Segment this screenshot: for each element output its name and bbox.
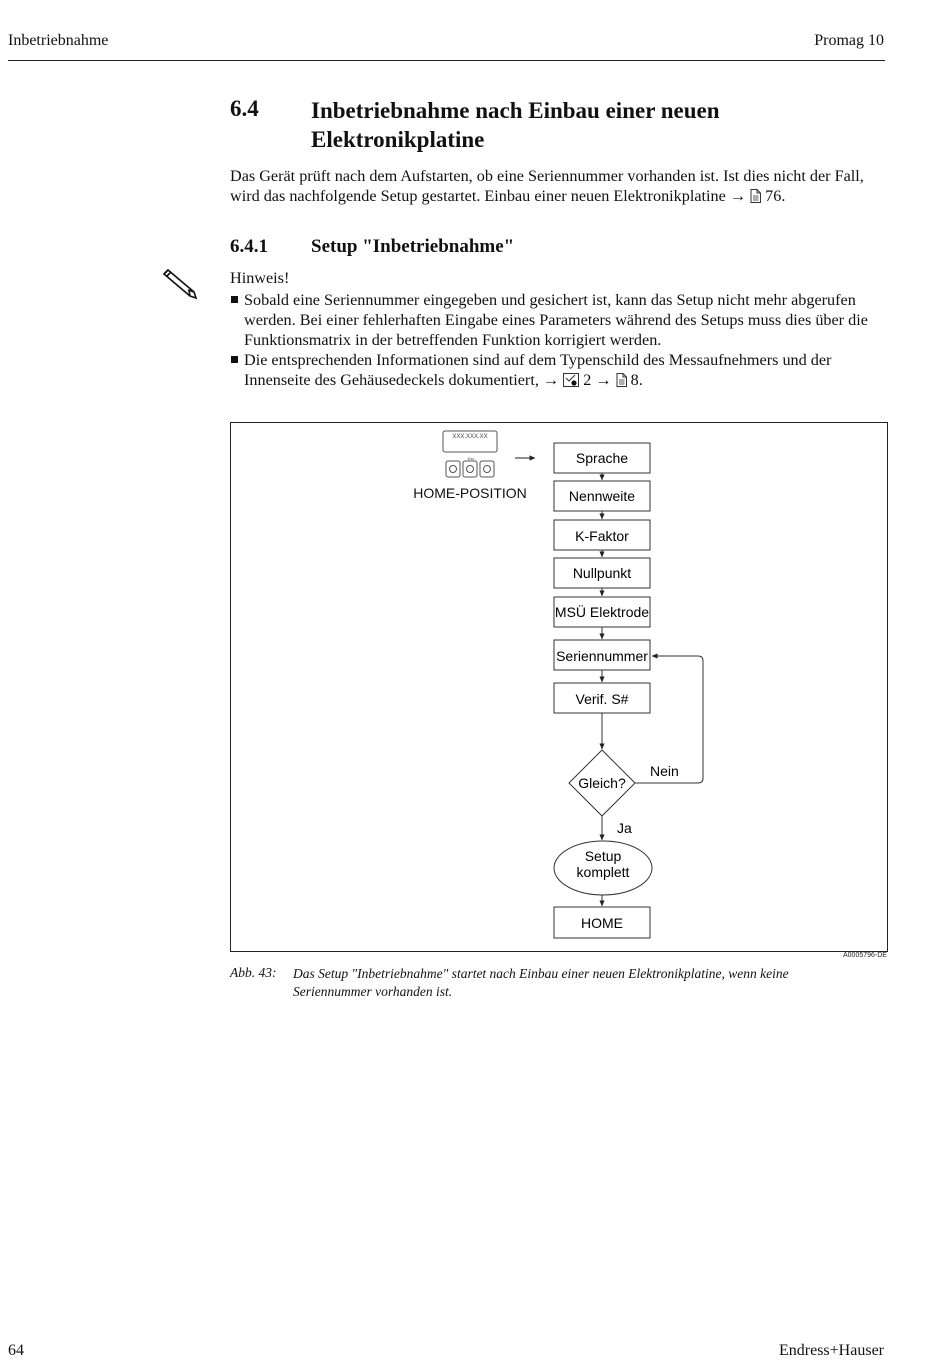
note-bullet-2-text: Die entsprechenden Informationen sind auf dem Typenschild des Messaufnehmers und der Innenseite des Gehäusedeckels dokumentiert, → (244, 351, 832, 389)
intro-page-ref: 76. (765, 187, 786, 205)
setup-flowchart (231, 423, 887, 951)
step-nennweite-label: Nennweite (568, 488, 636, 504)
step-home (554, 907, 650, 938)
pencil-note-icon (160, 268, 200, 302)
home-position-label: HOME-POSITION (413, 485, 527, 501)
ja-label: Ja (617, 820, 632, 836)
display-text: XXX.XXX.XX (452, 434, 488, 440)
step-msue-elektrode-label: MSÜ Elektrode (554, 604, 650, 620)
note-bullet-2-ref2: 8. (630, 371, 643, 389)
note-bullet-2-ref1: 2 → (583, 371, 612, 389)
figure-reference-icon (563, 373, 579, 387)
page-reference-icon (750, 189, 761, 203)
decision-label: Gleich? (578, 775, 626, 791)
header-rule (8, 60, 885, 61)
step-msue-elektrode (554, 597, 650, 627)
step-sprache-label: Sprache (575, 450, 629, 466)
note-bullet-2 (230, 350, 895, 390)
note-label: Hinweis! (230, 269, 290, 287)
step-verif-serial (554, 683, 650, 713)
setup-flowchart-figure (230, 422, 888, 952)
nein-label: Nein (650, 763, 679, 779)
note-bullet-1: Sobald eine Seriennummer eingegeben und gesichert ist, kann das Setup nicht mehr abgerufen werden. Bei einer fehlerhaften Eingabe eines Parameters während des Setups muss dies über die Funktionsmatrix in der betreffenden Funktion korrigiert werden. (230, 290, 895, 350)
end-line1: Setup (584, 848, 622, 864)
esc-label: Esc (467, 456, 475, 461)
caption-text: Das Setup "Inbetriebnahme" startet nach Einbau einer neuen Elektronikplatine, wenn keine Seriennummer vorhanden ist. (293, 966, 789, 999)
note-bullet-list (230, 290, 895, 390)
figure-id: A0005796-DE (843, 952, 887, 959)
header-section-label: Inbetriebnahme (8, 32, 109, 49)
step-seriennummer (554, 640, 650, 670)
section-title: Inbetriebnahme nach Einbau einer neuen Elektronikplatine (311, 98, 720, 152)
step-sprache (554, 443, 650, 473)
decision-gleich (569, 750, 635, 816)
home-label: HOME (581, 915, 623, 931)
step-verif-serial-label: Verif. S# (575, 691, 629, 707)
footer-brand: Endress+Hauser (779, 1342, 884, 1359)
caption-label: Abb. 43: (230, 965, 277, 980)
subsection-title: Setup "Inbetriebnahme" (311, 236, 515, 257)
step-k-faktor-label: K-Faktor (575, 528, 629, 544)
step-nennweite (554, 481, 650, 511)
intro-text: Das Gerät prüft nach dem Aufstarten, ob eine Seriennummer vorhanden ist. Ist dies nicht der Fall, wird das nachfolgende Setup gestartet. Einbau einer neuen Elektronikplatine → (230, 167, 864, 205)
subsection-number: 6.4.1 (230, 236, 268, 257)
section-number: 6.4 (230, 96, 259, 121)
setup-komplett-terminal (554, 841, 652, 895)
intro-paragraph (230, 166, 890, 206)
page-reference-icon (616, 373, 627, 387)
device-display-icon (443, 431, 497, 477)
step-k-faktor (554, 520, 650, 550)
page-number: 64 (8, 1342, 24, 1359)
step-nullpunkt-label: Nullpunkt (572, 565, 632, 581)
end-line2: komplett (576, 864, 630, 880)
step-nullpunkt (554, 558, 650, 588)
step-seriennummer-label: Seriennummer (556, 648, 648, 664)
header-product-label: Promag 10 (814, 32, 884, 49)
